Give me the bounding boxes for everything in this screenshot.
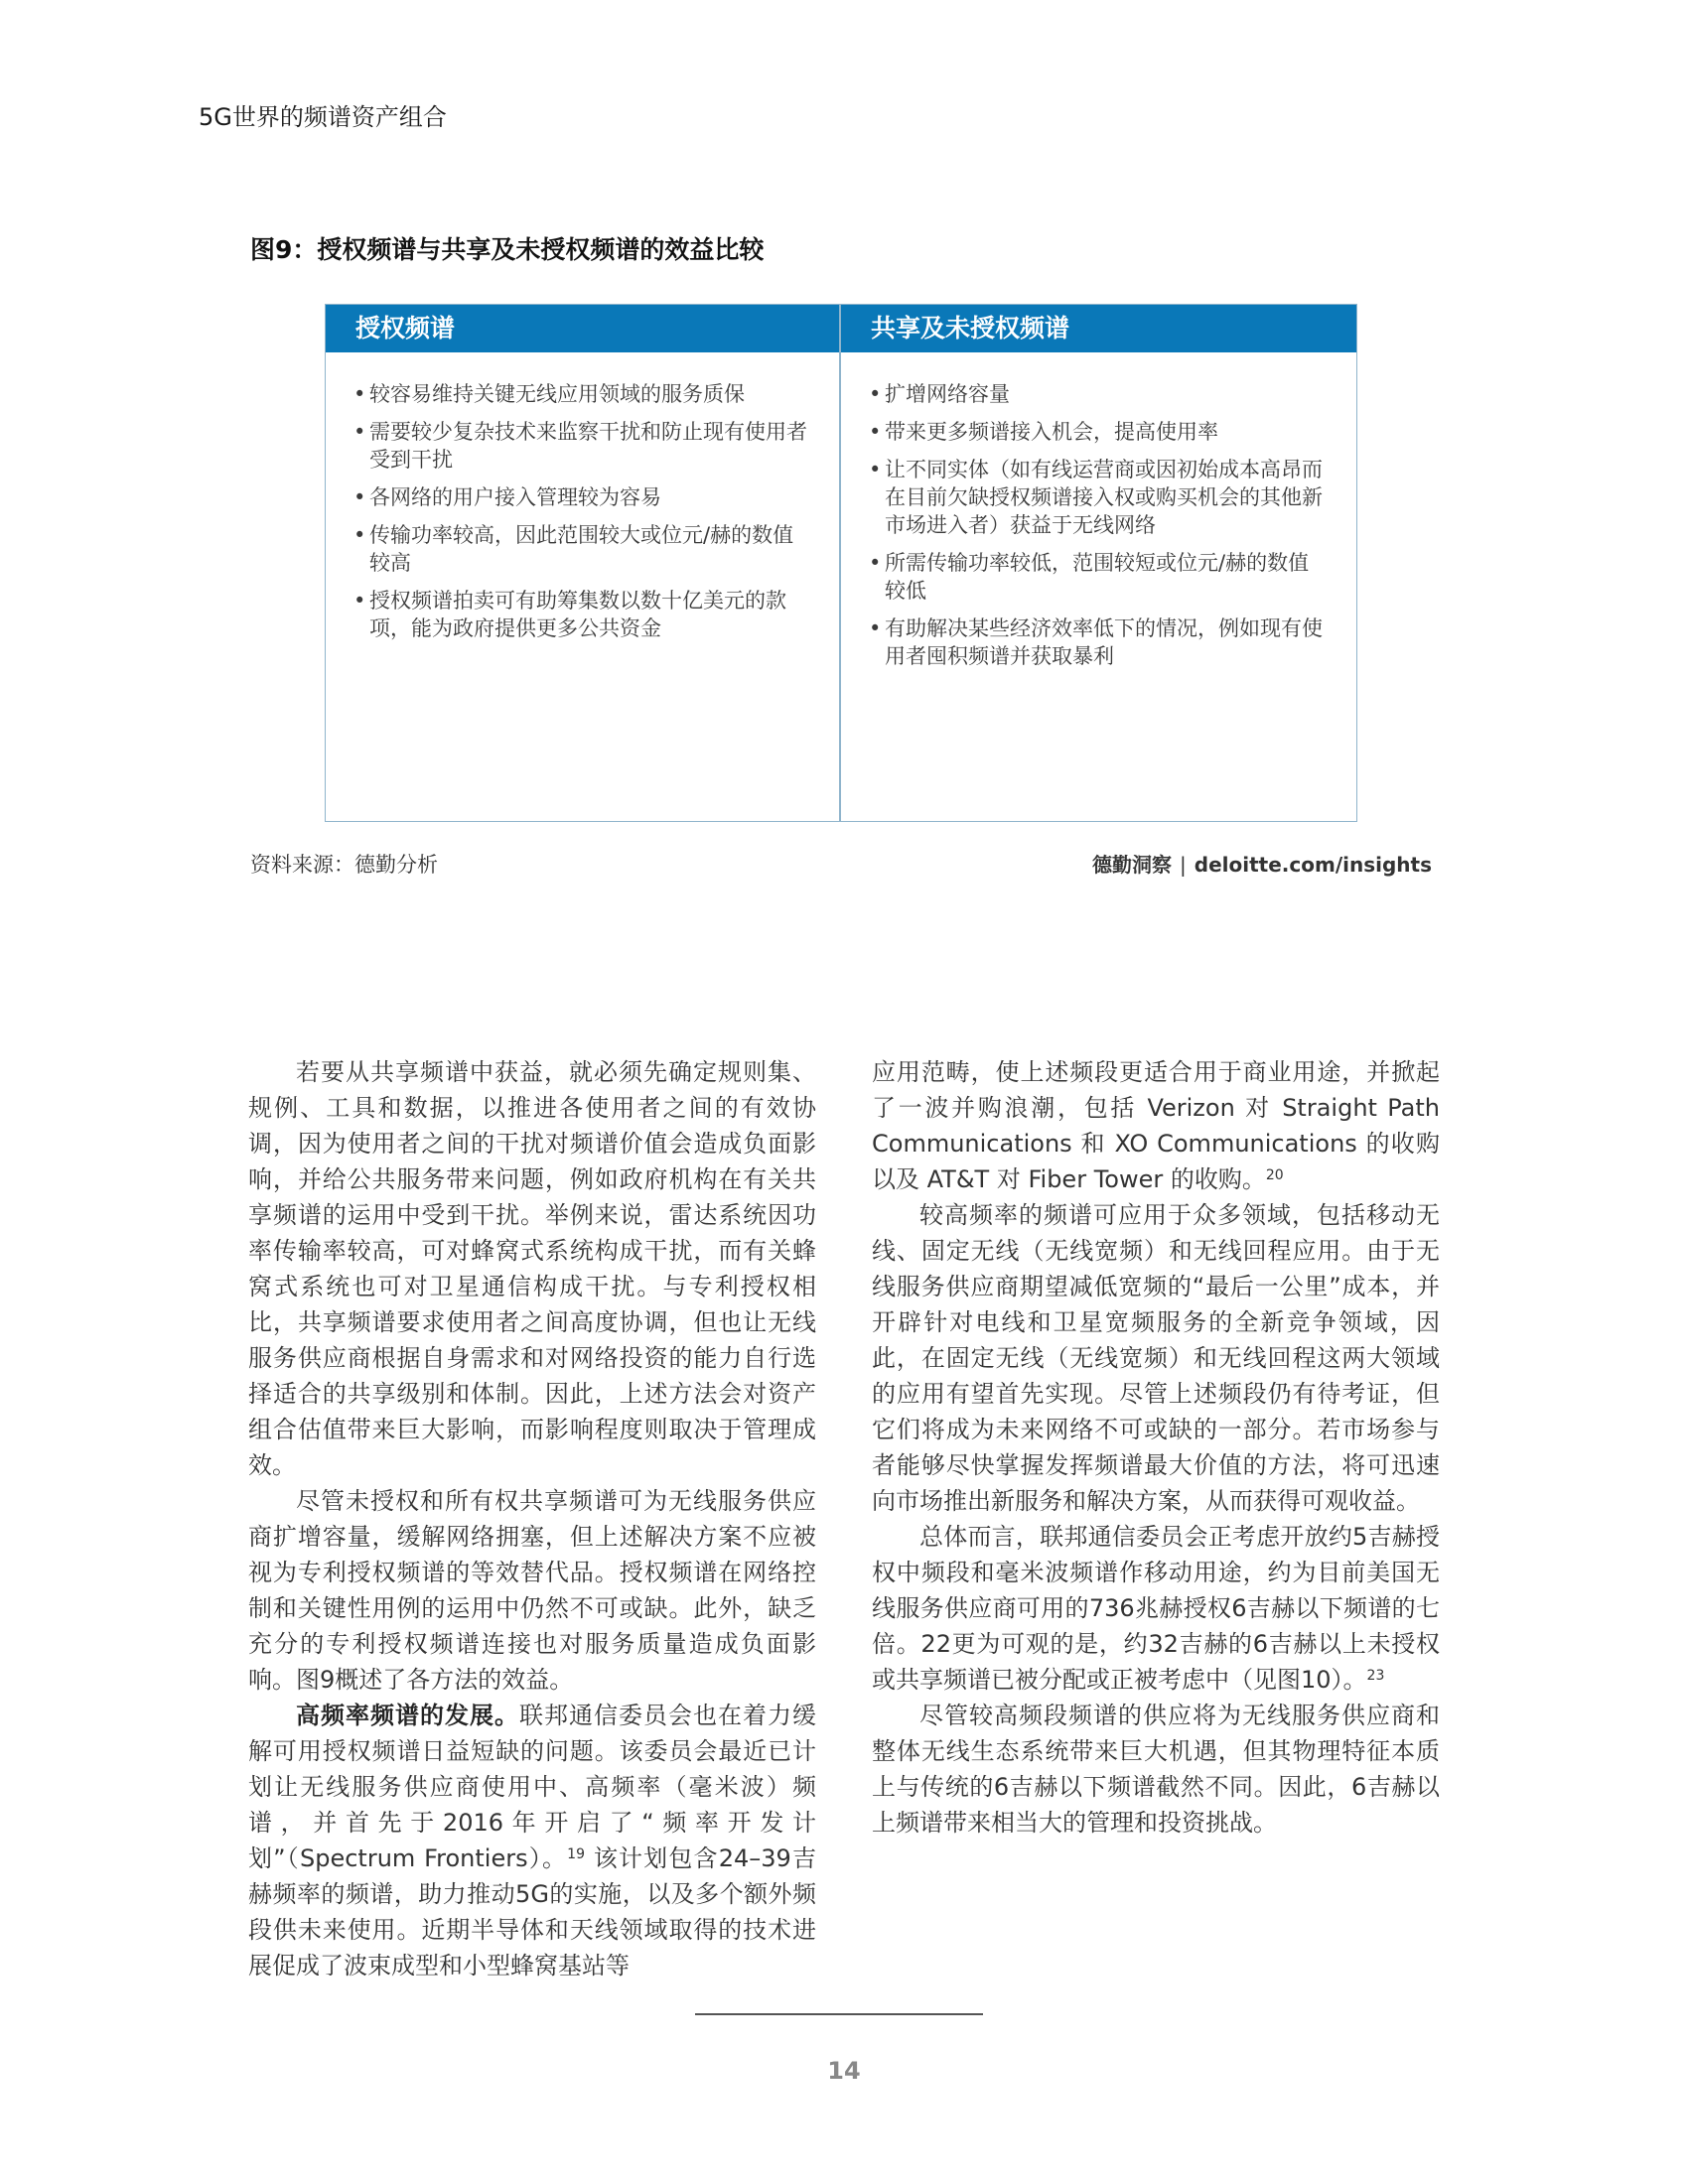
shared-unlicensed-column (841, 305, 1356, 821)
paragraph (872, 1054, 1440, 1197)
paragraph-text: 联邦通信委员会也在着力缓解可用授权频谱日益短缺的问题。该委员会最近已计划让无线服务供应商使用中、高频率（毫米波）频谱，并首先于2016年开启了“频率开发计划”（Spectrum Frontiers）。 (248, 1702, 816, 1872)
list-item: • 授权频谱拍卖可有助筹集数以数十亿美元的款项，能为政府提供更多公共资金 (353, 587, 809, 642)
shared-benefits-list (841, 352, 1356, 670)
list-item: • 所需传输功率较低，范围较短或位元/赫的数值较低 (869, 549, 1327, 605)
figure-source: 资料来源：德勤分析 (250, 853, 438, 877)
shared-unlicensed-column-heading: 共享及未授权频谱 (841, 305, 1356, 352)
body-column-left (248, 1054, 816, 1983)
brand-name: 德勤洞察 (1092, 853, 1173, 877)
running-header: 5G世界的频谱资产组合 (199, 103, 447, 131)
paragraph-text: 应用范畴，使上述频段更适合用于商业用途，并掀起了一波并购浪潮，包括 Verizon 对 Straight Path Communications 和 XO Communications 的收购以及 AT&T 对 Fiber Tower 的收购。 (872, 1058, 1440, 1193)
list-item: • 让不同实体（如有线运营商或因初始成本高昂而在目前欠缺授权频谱接入权或购买机会的其他新市场进入者）获益于无线网络 (869, 456, 1327, 539)
licensed-column-heading: 授权频谱 (326, 305, 839, 352)
brand-separator: | (1180, 853, 1187, 877)
licensed-column (326, 305, 841, 821)
list-item: • 带来更多频谱接入机会，提高使用率 (869, 418, 1327, 446)
licensed-benefits-list (326, 352, 839, 642)
paragraph: 尽管未授权和所有权共享频谱可为无线服务供应商扩增容量，缓解网络拥塞，但上述解决方案不应被视为专利授权频谱的等效替代品。授权频谱在网络控制和关键性用例的运用中仍然不可或缺。此外，缺乏充分的专利授权频谱连接也对服务质量造成负面影响。图9概述了各方法的效益。 (248, 1487, 816, 1694)
paragraph (248, 1698, 816, 1983)
brand-url: deloitte.com/insights (1194, 853, 1432, 877)
footnote-ref: 23 (1366, 1668, 1385, 1684)
footnote-ref: 20 (1265, 1167, 1284, 1183)
paragraph: 若要从共享频谱中获益，就必须先确定规则集、规例、工具和数据，以推进各使用者之间的有效协调，因为使用者之间的干扰对频谱价值会造成负面影响，并给公共服务带来问题，例如政府机构在有关共享频谱的运用中受到干扰。举例来说，雷达系统因功率传输率较高，可对蜂窝式系统构成干扰，而有关蜂窝式系统也可对卫星通信构成干扰。与专利授权相比，共享频谱要求使用者之间高度协调，但也让无线服务供应商根据自身需求和对网络投资的能力自行选择适合的共享级别和体制。因此，上述方法会对资产组合估值带来巨大影响，而影响程度则取决于管理成效。 (248, 1058, 816, 1479)
page-number: 14 (827, 2057, 861, 2085)
list-item: • 传输功率较高，因此范围较大或位元/赫的数值较高 (353, 521, 809, 577)
list-item: • 较容易维持关键无线应用领域的服务质保 (353, 380, 809, 408)
figure-title: 图9：授权频谱与共享及未授权频谱的效益比较 (250, 235, 765, 264)
paragraph (872, 1519, 1440, 1698)
footnote-ref: 19 (567, 1846, 585, 1862)
paragraph-text: 总体而言，联邦通信委员会正考虑开放约5吉赫授权中频段和毫米波频谱作移动用途，约为目前美国无线服务供应商可用的736兆赫授权6吉赫以下频谱的七倍。22更为可观的是，约32吉赫的6吉赫以上未授权或共享频谱已被分配或正被考虑中（见图10）。 (872, 1523, 1440, 1694)
comparison-table (325, 304, 1357, 822)
list-item: • 需要较少复杂技术来监察干扰和防止现有使用者受到干扰 (353, 418, 809, 474)
footer-divider (695, 2013, 983, 2015)
paragraph: 较高频率的频谱可应用于众多领域，包括移动无线、固定无线（无线宽频）和无线回程应用。由于无线服务供应商期望减低宽频的“最后一公里”成本，并开辟针对电线和卫星宽频服务的全新竞争领域，因此，在固定无线（无线宽频）和无线回程这两大领域的应用有望首先实现。尽管上述频段仍有待考证，但它们将成为未来网络不可或缺的一部分。若市场参与者能够尽快掌握发挥频谱最大价值的方法，将可迅速向市场推出新服务和解决方案，从而获得可观收益。 (872, 1201, 1440, 1515)
paragraph-text: 该计划包含24–39吉赫频率的频谱，助力推动5G的实施，以及多个额外频段供未来使用。近期半导体和天线领域取得的技术进展促成了波束成型和小型蜂窝基站等 (248, 1844, 816, 1979)
list-item: • 各网络的用户接入管理较为容易 (353, 483, 809, 511)
paragraph-lead: 高频率频谱的发展。 (296, 1702, 519, 1729)
list-item: • 扩增网络容量 (869, 380, 1327, 408)
paragraph: 尽管较高频段频谱的供应将为无线服务供应商和整体无线生态系统带来巨大机遇，但其物理特征本质上与传统的6吉赫以下频谱截然不同。因此，6吉赫以上频谱带来相当大的管理和投资挑战。 (872, 1702, 1440, 1837)
brand-credit (1092, 849, 1432, 878)
body-column-right (872, 1054, 1440, 1841)
list-item: • 有助解决某些经济效率低下的情况，例如现有使用者囤积频谱并获取暴利 (869, 614, 1327, 670)
